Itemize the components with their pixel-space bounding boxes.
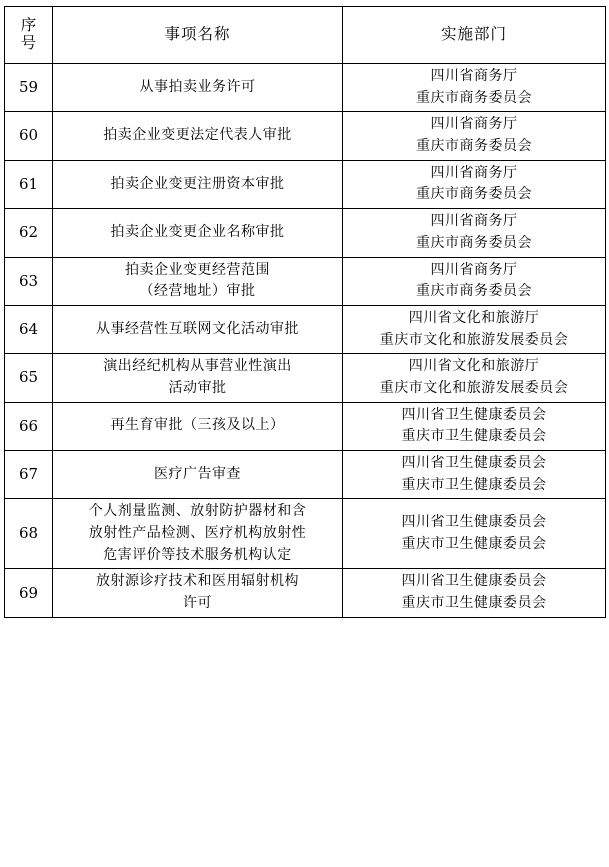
row-number: 68 bbox=[5, 499, 53, 569]
row-matter-name bbox=[53, 160, 343, 208]
column-header-name: 事项名称 bbox=[53, 7, 343, 64]
text-line: 放射性产品检测、医疗机构放射性 bbox=[88, 525, 307, 542]
text-line: 从事经营性互联网文化活动审批 bbox=[96, 320, 299, 337]
row-department bbox=[343, 160, 606, 208]
row-number: 63 bbox=[5, 257, 53, 305]
text-line: 拍卖企业变更注册资本审批 bbox=[110, 175, 285, 192]
table-row bbox=[5, 257, 606, 305]
row-number: 60 bbox=[5, 112, 53, 160]
text-line: 活动审批 bbox=[168, 379, 227, 396]
table-header bbox=[5, 7, 606, 64]
text-line: 重庆市卫生健康委员会 bbox=[401, 535, 547, 552]
row-matter-name bbox=[53, 402, 343, 450]
row-matter-name bbox=[53, 209, 343, 257]
table-row bbox=[5, 64, 606, 112]
text-line: 四川省商务厅 bbox=[430, 116, 518, 133]
row-matter-name bbox=[53, 569, 343, 617]
column-header-number-line1: 序 bbox=[20, 16, 37, 35]
text-line: 重庆市商务委员会 bbox=[416, 234, 532, 251]
row-department bbox=[343, 112, 606, 160]
row-number: 67 bbox=[5, 451, 53, 499]
text-line: 个人剂量监测、放射防护器材和含 bbox=[88, 503, 307, 520]
text-line: 重庆市商务委员会 bbox=[416, 186, 532, 203]
row-matter-name bbox=[53, 451, 343, 499]
text-line: （经营地址）审批 bbox=[139, 283, 256, 300]
table-row bbox=[5, 209, 606, 257]
row-department bbox=[343, 64, 606, 112]
text-line: 许可 bbox=[183, 595, 212, 612]
row-number: 61 bbox=[5, 160, 53, 208]
row-matter-name bbox=[53, 354, 343, 402]
text-line: 重庆市商务委员会 bbox=[416, 283, 532, 300]
text-line: 四川省卫生健康委员会 bbox=[401, 514, 547, 531]
row-number: 65 bbox=[5, 354, 53, 402]
row-department bbox=[343, 499, 606, 569]
column-header-number bbox=[5, 7, 53, 64]
text-line: 重庆市卫生健康委员会 bbox=[401, 476, 547, 493]
row-number: 64 bbox=[5, 305, 53, 353]
text-line: 四川省商务厅 bbox=[430, 261, 518, 278]
table-row bbox=[5, 569, 606, 617]
table-body bbox=[5, 64, 606, 618]
text-line: 四川省卫生健康委员会 bbox=[401, 406, 547, 423]
text-line: 拍卖企业变更经营范围 bbox=[125, 261, 270, 278]
row-number: 59 bbox=[5, 64, 53, 112]
text-line: 危害评价等技术服务机构认定 bbox=[103, 546, 292, 563]
text-line: 重庆市商务委员会 bbox=[416, 89, 532, 106]
row-number: 62 bbox=[5, 209, 53, 257]
text-line: 四川省卫生健康委员会 bbox=[401, 573, 547, 590]
row-department bbox=[343, 569, 606, 617]
text-line: 医疗广告审查 bbox=[154, 465, 241, 482]
text-line: 四川省商务厅 bbox=[430, 68, 518, 84]
table-row bbox=[5, 160, 606, 208]
table-row bbox=[5, 402, 606, 450]
column-header-number-line2: 号 bbox=[20, 34, 37, 52]
table-row bbox=[5, 354, 606, 402]
text-line: 四川省文化和旅游厅 bbox=[408, 309, 540, 326]
row-matter-name bbox=[53, 257, 343, 305]
row-number: 66 bbox=[5, 402, 53, 450]
row-department bbox=[343, 402, 606, 450]
column-header-department: 实施部门 bbox=[343, 7, 606, 64]
text-line: 拍卖企业变更法定代表人审批 bbox=[103, 127, 292, 144]
row-department bbox=[343, 354, 606, 402]
matters-table bbox=[4, 6, 606, 618]
table-header-row bbox=[5, 7, 606, 64]
table-row bbox=[5, 305, 606, 353]
text-line: 重庆市商务委员会 bbox=[416, 138, 532, 155]
text-line: 重庆市卫生健康委员会 bbox=[401, 428, 547, 445]
table-row bbox=[5, 112, 606, 160]
text-line: 四川省商务厅 bbox=[430, 164, 518, 181]
row-department bbox=[343, 305, 606, 353]
row-matter-name bbox=[53, 499, 343, 569]
text-line: 再生育审批（三孩及以上） bbox=[110, 417, 285, 434]
text-line: 四川省卫生健康委员会 bbox=[401, 455, 547, 471]
text-line: 四川省文化和旅游厅 bbox=[408, 358, 540, 375]
table-row bbox=[5, 499, 606, 569]
row-matter-name bbox=[53, 64, 343, 112]
row-matter-name bbox=[53, 305, 343, 353]
text-line: 重庆市文化和旅游发展委员会 bbox=[379, 379, 569, 396]
row-department bbox=[343, 257, 606, 305]
text-line: 拍卖企业变更企业名称审批 bbox=[110, 223, 285, 240]
row-department bbox=[343, 209, 606, 257]
text-line: 重庆市卫生健康委员会 bbox=[401, 595, 547, 612]
row-department bbox=[343, 451, 606, 499]
row-matter-name bbox=[53, 112, 343, 160]
text-line: 演出经纪机构从事营业性演出 bbox=[103, 358, 292, 375]
table-row bbox=[5, 451, 606, 499]
text-line: 从事拍卖业务许可 bbox=[139, 78, 256, 95]
text-line: 放射源诊疗技术和医用辐射机构 bbox=[96, 573, 299, 590]
text-line: 重庆市文化和旅游发展委员会 bbox=[379, 331, 569, 348]
text-line: 四川省商务厅 bbox=[430, 213, 518, 230]
row-number: 69 bbox=[5, 569, 53, 617]
